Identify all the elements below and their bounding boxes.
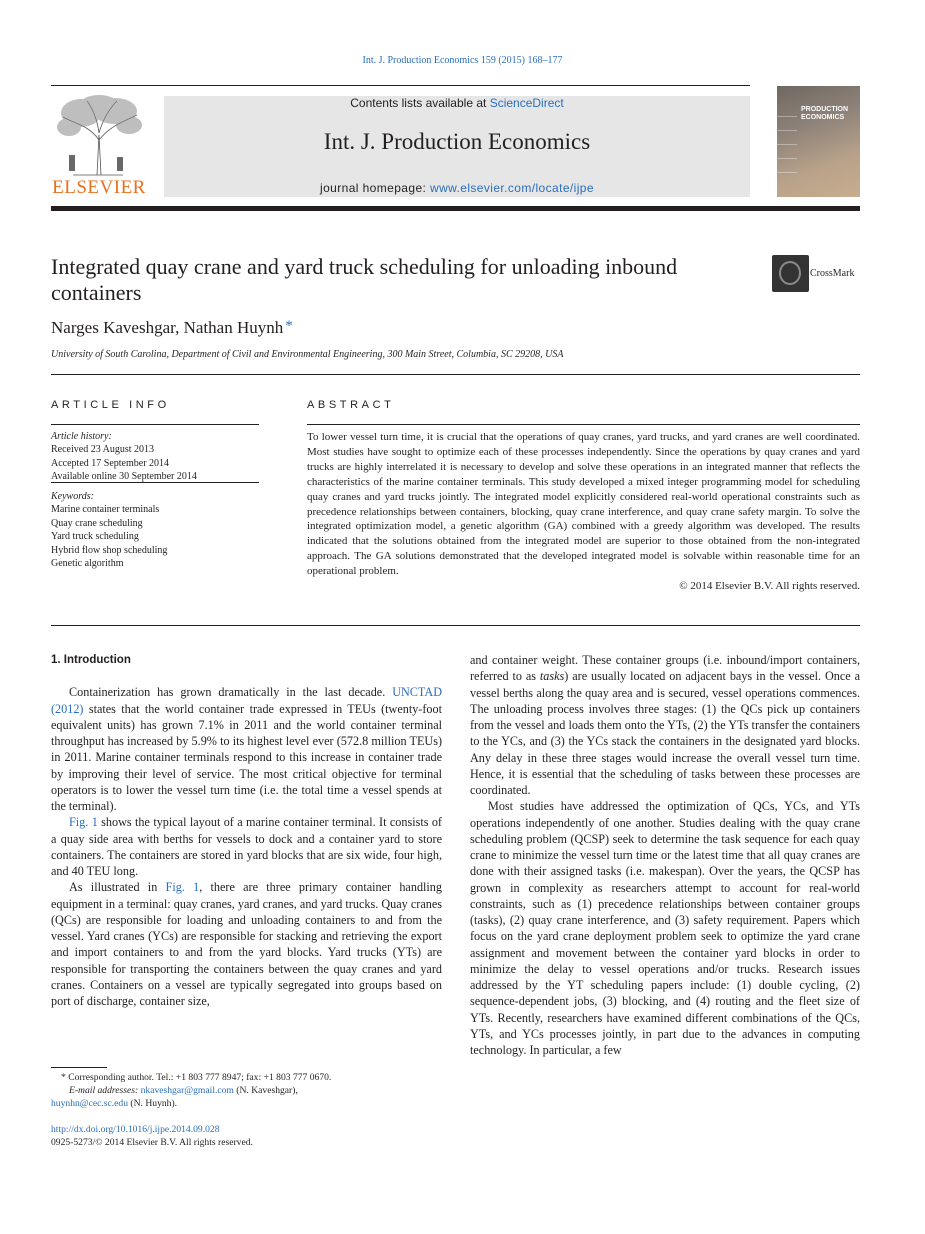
crossmark-label: CrossMark <box>810 268 855 279</box>
footnote-rule <box>51 1067 107 1068</box>
figure-link[interactable]: Fig. 1 <box>69 815 98 830</box>
homepage-prefix: journal homepage: <box>320 181 427 195</box>
body-left-column <box>51 652 442 1009</box>
paragraph <box>51 879 442 1009</box>
paragraph-text: and container weight. These container groups (i.e. inbound/import containers, referred to as <box>470 653 860 684</box>
header-top-rule <box>51 85 750 86</box>
history-label: Article history: <box>51 431 112 442</box>
body-divider <box>51 625 860 626</box>
paragraph <box>51 814 442 879</box>
journal-homepage <box>164 181 750 195</box>
section-divider <box>51 374 860 375</box>
abstract-text: To lower vessel turn time, it is crucial that the operations of quay cranes, yard trucks, and yard cranes are well coordinated. Most studies have sought to optimize each of these processes independently. Since the operations by quay cranes and yard trucks are highly interrelated it is necessary to develop and solve these operations in an integrated manner that reflects the characteristics of the marine container terminals. This study developed a mixed integer programming model for scheduling quay cranes and yard trucks jointly. The integrated model explicitly considered real-world operational constraints such as precedence relationships between containers, blocking, quay crane interference, and quay crane safety margin. To solve the integrated optimization model, a genetic algorithm (GA) combined with a greedy algorithm was developed. The results indicated that the solutions obtained from the integrated model are superior to those obtained from the non-integrated approach. The GA solutions demonstrated that the developed integrated model is solvable within reasonable time for an operational problem. <box>307 431 860 578</box>
contents-prefix: Contents lists available at <box>350 96 487 110</box>
publication-meta <box>51 1123 442 1149</box>
article-info-rule <box>51 424 259 425</box>
doi-link[interactable]: http://dx.doi.org/10.1016/j.ijpe.2014.09.028 <box>51 1124 220 1135</box>
homepage-link[interactable]: www.elsevier.com/locate/ijpe <box>430 181 594 195</box>
keyword: Hybrid flow shop scheduling <box>51 544 168 556</box>
accepted-date: Accepted 17 September 2014 <box>51 457 170 469</box>
paragraph <box>51 684 442 814</box>
cover-title: PRODUCTION ECONOMICS <box>801 106 849 121</box>
issn-copyright: 0925-5273/© 2014 Elsevier B.V. All rights reserved. <box>51 1137 253 1148</box>
paragraph-text: Containerization has grown dramatically in the last decade. <box>69 685 393 700</box>
journal-reference[interactable]: Int. J. Production Economics 159 (2015) 168–177 <box>362 55 563 66</box>
keywords-label: Keywords: <box>51 491 94 502</box>
keyword: Marine container terminals <box>51 504 160 516</box>
author-names: Narges Kaveshgar, Nathan Huynh <box>51 318 284 337</box>
paragraph-text: shows the typical layout of a marine container terminal. It consists of a quay side area with berths for vessels to dock and a container yard to store containers. The containers are stored in yard blocks that are six wide, four high, and 40 TEU long. <box>51 815 442 878</box>
elsevier-tree-icon <box>53 95 145 177</box>
received-date: Received 23 August 2013 <box>51 444 155 456</box>
email-label: E-mail addresses: <box>69 1085 139 1096</box>
keyword: Genetic algorithm <box>51 558 124 570</box>
email-line <box>51 1097 442 1110</box>
abstract-rule <box>307 424 860 425</box>
journal-name: Int. J. Production Economics <box>323 129 591 154</box>
figure-link[interactable]: Fig. 1 <box>165 880 200 895</box>
paragraph: Most studies have addressed the optimization of QCs, YCs, and YTs operations independently of one another. Studies dealing with the quay crane scheduling problem (QCSP) seek to determine the task sequence for each quay crane to minimize the vessel turn time or the latest time that all quay cranes are done with their assigned tasks (i.e. makespan). Over the years, the QCSP has grown in complexity as researchers attempt to account for real-world constraints, such as (1) precedence relationships between container groups (tasks), (2) quay crane interference, and (3) safety requirement. Papers which focus on the yard crane deployment problem seek to optimize the yard crane assignment and movement between the container yard blocks in order to minimize the delay to vessel operations and/or trucks. Research issues addressed by the YT scheduling papers include: (1) double cycling, (2) sequence-dependent jobs, (3) blocking, and (4) routing and the fleet size of YTs. Recently, researchers have examined different combinations of the QCs, YTs, and YCs processes jointly, in part due to the advances in computing technology. In particular, a few <box>470 799 860 1057</box>
footnotes <box>51 1071 442 1110</box>
email-link[interactable]: huynhn@cec.sc.edu <box>51 1098 129 1109</box>
email-link[interactable]: nkaveshgar@gmail.com <box>140 1085 234 1096</box>
crossmark-icon <box>772 255 809 292</box>
paragraph-emphasis: tasks <box>539 669 565 684</box>
article-history <box>51 430 259 484</box>
email-owner: (N. Huynh). <box>128 1098 178 1109</box>
journal-banner <box>164 96 750 197</box>
abstract-copyright: © 2014 Elsevier B.V. All rights reserved. <box>679 580 860 593</box>
abstract-heading: ABSTRACT <box>307 399 395 411</box>
cover-stripe <box>777 130 797 131</box>
article-info-heading: ARTICLE INFO <box>51 399 170 411</box>
footnote-text: Corresponding author. Tel.: +1 803 777 8947; fax: +1 803 777 0670. <box>65 1072 332 1083</box>
section-heading-introduction: 1. Introduction <box>51 654 131 666</box>
article-info-rule <box>51 482 259 483</box>
paragraph-text: , there are three primary container handling equipment in a terminal: quay cranes, yard cranes, and yard trucks. Quay cranes (QCs) are responsible for loading and unloading containers to and from the vessel. Yard cranes (YCs) are responsible for stacking and retrieving the export and import containers to and from the yard blocks. Yard trucks (YTs) are responsible for transporting the containers between the quay cranes and yard cranes. Containers on a vessel are typically segregated into groups based on port of discharge, container size, <box>51 880 442 1008</box>
footnote-mark: * <box>61 1072 66 1083</box>
keywords-block <box>51 490 259 570</box>
corresponding-author-note <box>51 1071 442 1084</box>
corresponding-author-mark[interactable]: * <box>285 318 293 334</box>
paragraph-text: ) are usually located on adjacent bays in the vessel. Once a vessel berths along the quay area and is secured, vessel operations commences. The unloading process involves three stages: (1) the QCs pick up containers from the vessel and loads them onto the YTs, (2) the YTs transfer the containers to the YCs, and (3) the YCs stack the containers in the designated yard blocks. Any delay in these three stages would increase the overall vessel turn time. Hence, it is essential that the scheduling of tasks between these processes are coordinated. <box>470 669 860 797</box>
cover-stripe <box>777 172 797 173</box>
cover-stripe <box>777 116 797 117</box>
cover-stripe <box>777 158 797 159</box>
online-date: Available online 30 September 2014 <box>51 471 197 483</box>
abstract-body <box>307 430 860 594</box>
header-heavy-rule <box>51 206 860 211</box>
journal-cover-thumbnail[interactable] <box>777 86 860 197</box>
body-right-column <box>470 652 860 1058</box>
contents-line <box>164 96 750 110</box>
paragraph-text: As illustrated in <box>69 880 166 895</box>
elsevier-wordmark: ELSEVIER <box>52 177 146 198</box>
keyword: Quay crane scheduling <box>51 517 143 529</box>
email-owner: (N. Kaveshgar), <box>233 1085 298 1096</box>
author-affiliation: University of South Carolina, Department of Civil and Environmental Engineering, 300 Main Street, Columbia, SC 29208, USA <box>51 349 564 360</box>
elsevier-logo[interactable] <box>51 93 147 199</box>
crossmark-badge[interactable] <box>772 255 862 293</box>
article-title: Integrated quay crane and yard truck scheduling for unloading inbound containers <box>51 254 678 305</box>
sciencedirect-link[interactable]: ScienceDirect <box>489 96 564 110</box>
paragraph <box>470 652 860 798</box>
cover-stripe <box>777 144 797 145</box>
keyword: Yard truck scheduling <box>51 531 139 543</box>
citation-link-unctad[interactable]: UNCTAD (2012) <box>51 685 442 716</box>
email-line <box>51 1084 442 1097</box>
paragraph-text: states that the world container trade expressed in TEUs (twenty-foot equivalent units) has grown 7.1% in 2011 and the world container terminal throughput has increased by 5.9% to its highest level ever (572.8 million TEUs) in 2011. Marine container terminals respond to this increase in container trade by improving their level of service. The most critical objective for terminal operators is to lower the vessel turn time (i.e. the total time a vessel spends at the terminal). <box>51 701 442 813</box>
author-line <box>51 318 293 338</box>
